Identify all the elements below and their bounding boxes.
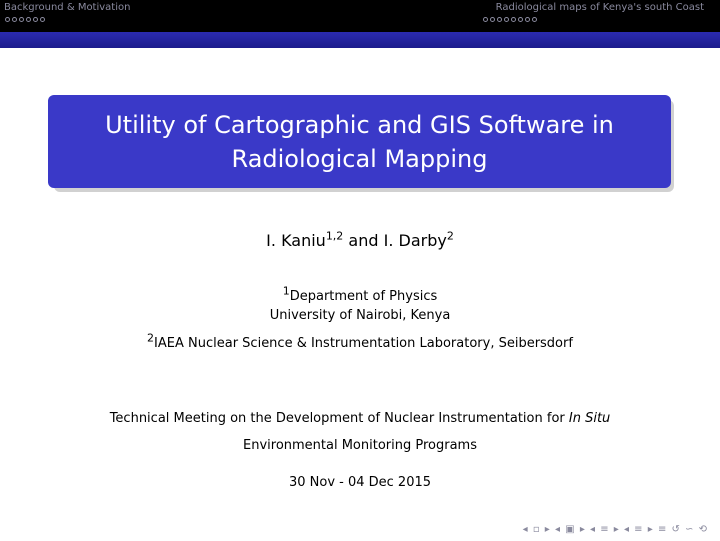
progress-dot-icon[interactable] [497,17,502,22]
event-date: 30 Nov - 04 Dec 2015 [288,475,432,490]
affiliation-1 [0,284,720,325]
title-line-2: Radiological Mapping [231,144,488,173]
affiliation-2 [0,331,720,353]
progress-dot-icon[interactable] [525,17,530,22]
progress-dot-icon[interactable] [532,17,537,22]
section-link-radiological-maps[interactable]: Radiological maps of Kenya's south Coast [495,2,704,13]
author-2: I. Darby [383,231,447,250]
section-link-background[interactable]: Background & Motivation [4,2,131,13]
slide-title [80,108,640,176]
progress-dot-icon[interactable] [504,17,509,22]
event-line-1: Technical Meeting on the Development of Nuclear Instrumentation for [109,411,565,426]
beamer-navigation-icons[interactable]: ◂ ▫ ▸ ◂ ▣ ▸ ◂ ≡ ▸ ◂ ≡ ▸ ≡ ↺ ∽ ⟲ [522,524,708,535]
title-box [48,95,671,188]
section-progress-dots-right[interactable] [483,17,537,22]
aff1-marker: 1 [282,284,290,298]
progress-dot-icon[interactable] [518,17,523,22]
progress-dot-icon[interactable] [40,17,45,22]
progress-dot-icon[interactable] [12,17,17,22]
author-connector: and [348,231,379,250]
header-bar [0,0,720,32]
progress-dot-icon[interactable] [26,17,31,22]
progress-dot-icon[interactable] [19,17,24,22]
aff1-university: University of Nairobi, Kenya [269,308,451,323]
author-1: I. Kaniu [266,231,326,250]
author-2-affil: 2 [446,229,454,243]
progress-dot-icon[interactable] [490,17,495,22]
aff2-marker: 2 [147,331,155,345]
section-progress-dots-left[interactable] [5,17,45,22]
progress-dot-icon[interactable] [33,17,38,22]
title-line-1: Utility of Cartographic and GIS Software in [105,110,614,139]
event-line-2: Environmental Monitoring Programs [243,438,477,453]
event-info [0,405,720,459]
aff1-department: Department of Physics [289,289,438,304]
progress-dot-icon[interactable] [483,17,488,22]
aff2-lab: IAEA Nuclear Science & Instrumentation Laboratory, Seibersdorf [154,336,573,351]
progress-dot-icon[interactable] [511,17,516,22]
author-1-affil: 1,2 [325,229,344,243]
progress-dot-icon[interactable] [5,17,10,22]
authors [0,231,720,250]
header-band [0,32,720,48]
event-in-situ: In Situ [568,411,611,426]
